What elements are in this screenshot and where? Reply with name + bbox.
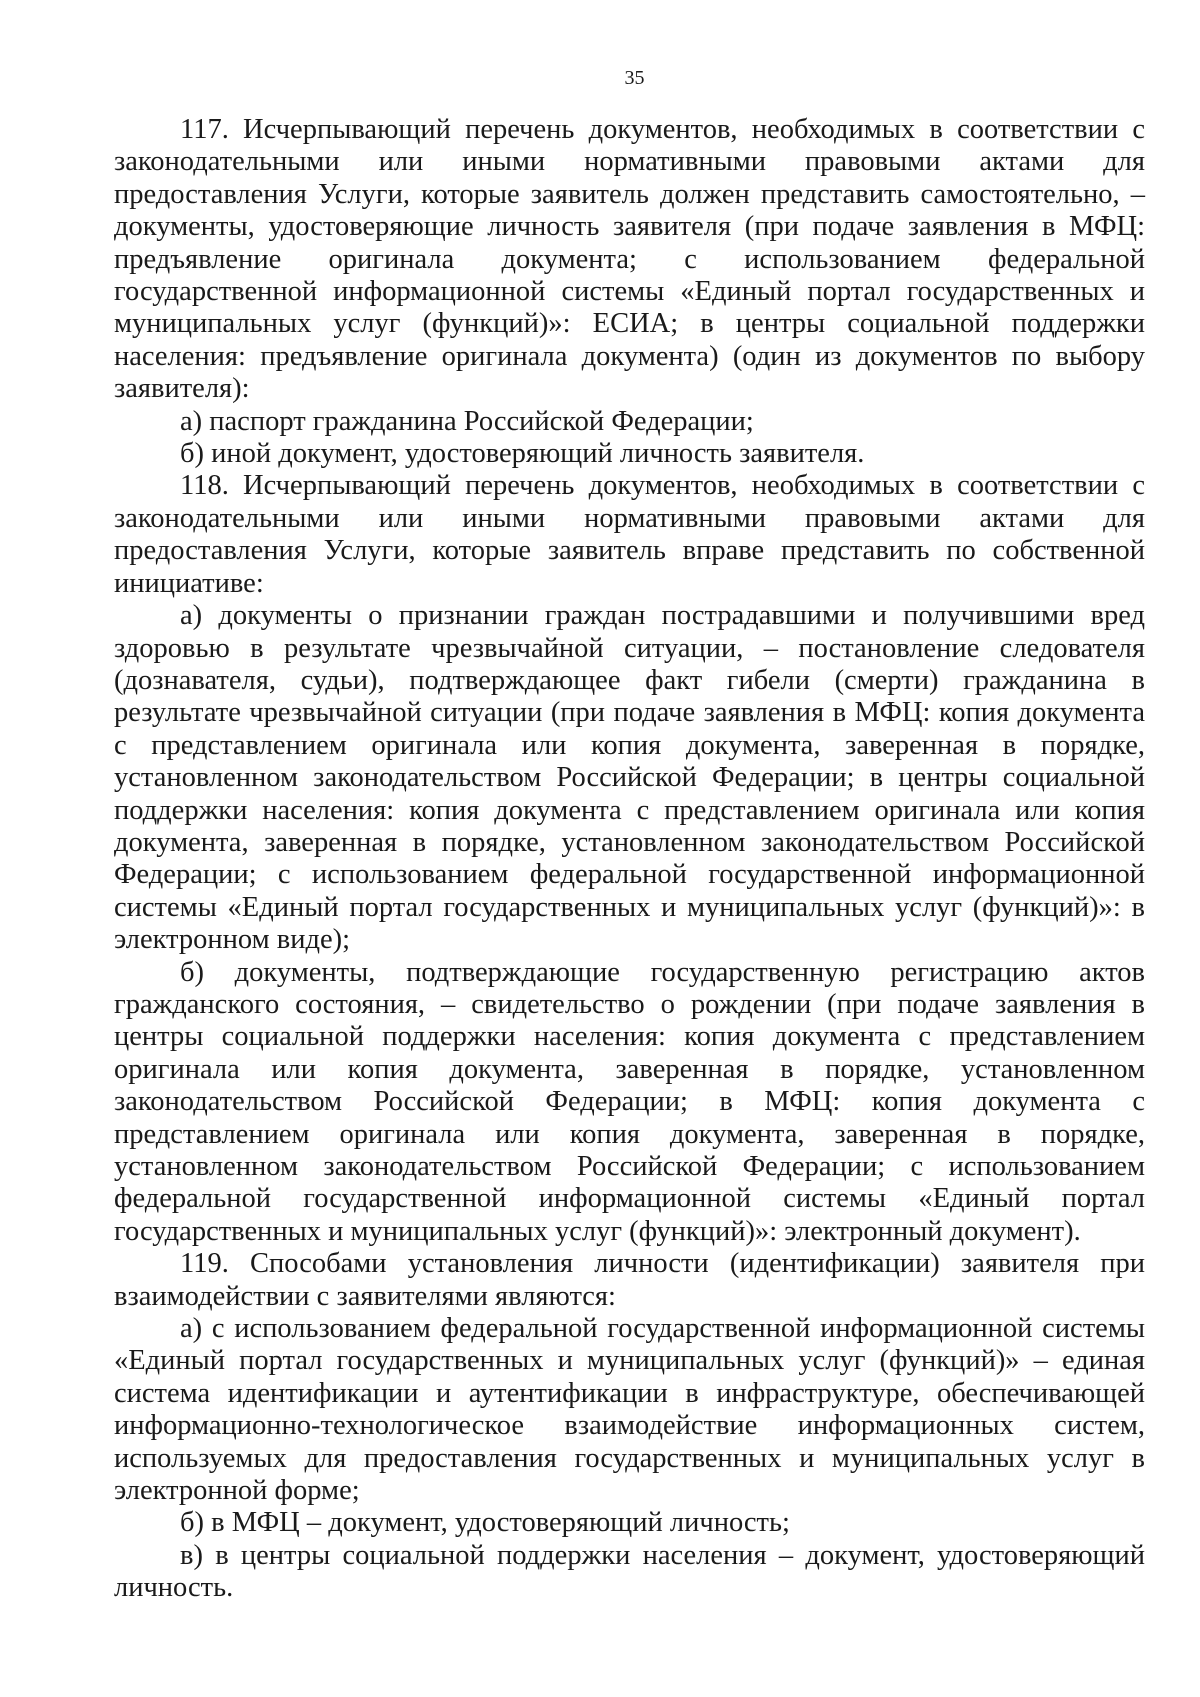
- paragraph-119: 119. Способами установления личности (идентификации) заявителя при взаимодействии с заявителями являются:: [114, 1248, 1145, 1312]
- paragraph-117: 117. Исчерпывающий перечень документов, необходимых в соответствии с законодательными или иными нормативными правовыми актами для предоставления Услуги, которые заявитель должен представить самостоятельно, – документы, удостоверяющие личность заявителя (при подаче заявления в МФЦ: предъявление оригинала документа; с использованием федеральной государственной информационной системы «Единый портал государственных и муниципальных услуг (функций)»: ЕСИА; в центры социальной поддержки населения: предъявление оригинала документа) (один из документов по выбору заявителя):: [114, 114, 1145, 405]
- paragraph-118: 118. Исчерпывающий перечень документов, необходимых в соответствии с законодательными или иными нормативными правовыми актами для предоставления Услуги, которые заявитель вправе представить по собственной инициативе:: [114, 470, 1145, 599]
- list-item-117-b: б) иной документ, удостоверяющий личность заявителя.: [180, 438, 865, 470]
- list-item-119-b: б) в МФЦ – документ, удостоверяющий личность;: [180, 1507, 790, 1539]
- document-body: [114, 114, 1145, 1605]
- list-item-118-b: б) документы, подтверждающие государственную регистрацию актов гражданского состояния, – свидетельство о рождении (при подаче заявления в центры социальной поддержки населения: копия документа с представлением оригинала или копия документа, заверенная в порядке, установленном законодательством Российской Федерации; в МФЦ: копия документа с представлением оригинала или копия документа, заверенная в порядке, установленном законодательством Российской Федерации; с использованием федеральной государственной информационной системы «Единый портал государственных и муниципальных услуг (функций)»: электронный документ).: [114, 956, 1145, 1247]
- page-number: 35: [624, 67, 645, 89]
- list-item-118-a: а) документы о признании граждан пострадавшими и получившими вред здоровью в результате чрезвычайной ситуации, – постановление следователя (дознавателя, судьи), подтверждающее факт гибели (смерти) гражданина в результате чрезвычайной ситуации (при подаче заявления в МФЦ: копия документа с представлением оригинала или копия документа, заверенная в порядке, установленном законодательством Российской Федерации; в центры социальной поддержки населения: копия документа с представлением оригинала или копия документа, заверенная в порядке, установленном законодательством Российской Федерации; с использованием федеральной государственной информационной системы «Единый портал государственных и муниципальных услуг (функций)»: в электронном виде);: [114, 600, 1145, 956]
- list-item-119-a: а) с использованием федеральной государственной информационной системы «Единый портал государственных и муниципальных услуг (функций)» – единая система идентификации и аутентификации в инфраструктуре, обеспечивающей информационно-технологическое взаимодействие информационных систем, используемых для предоставления государственных и муниципальных услуг в электронной форме;: [114, 1313, 1145, 1507]
- list-item-119-c: в) в центры социальной поддержки населения – документ, удостоверяющий личность.: [114, 1539, 1145, 1604]
- list-item-117-a: а) паспорт гражданина Российской Федерации;: [180, 405, 754, 437]
